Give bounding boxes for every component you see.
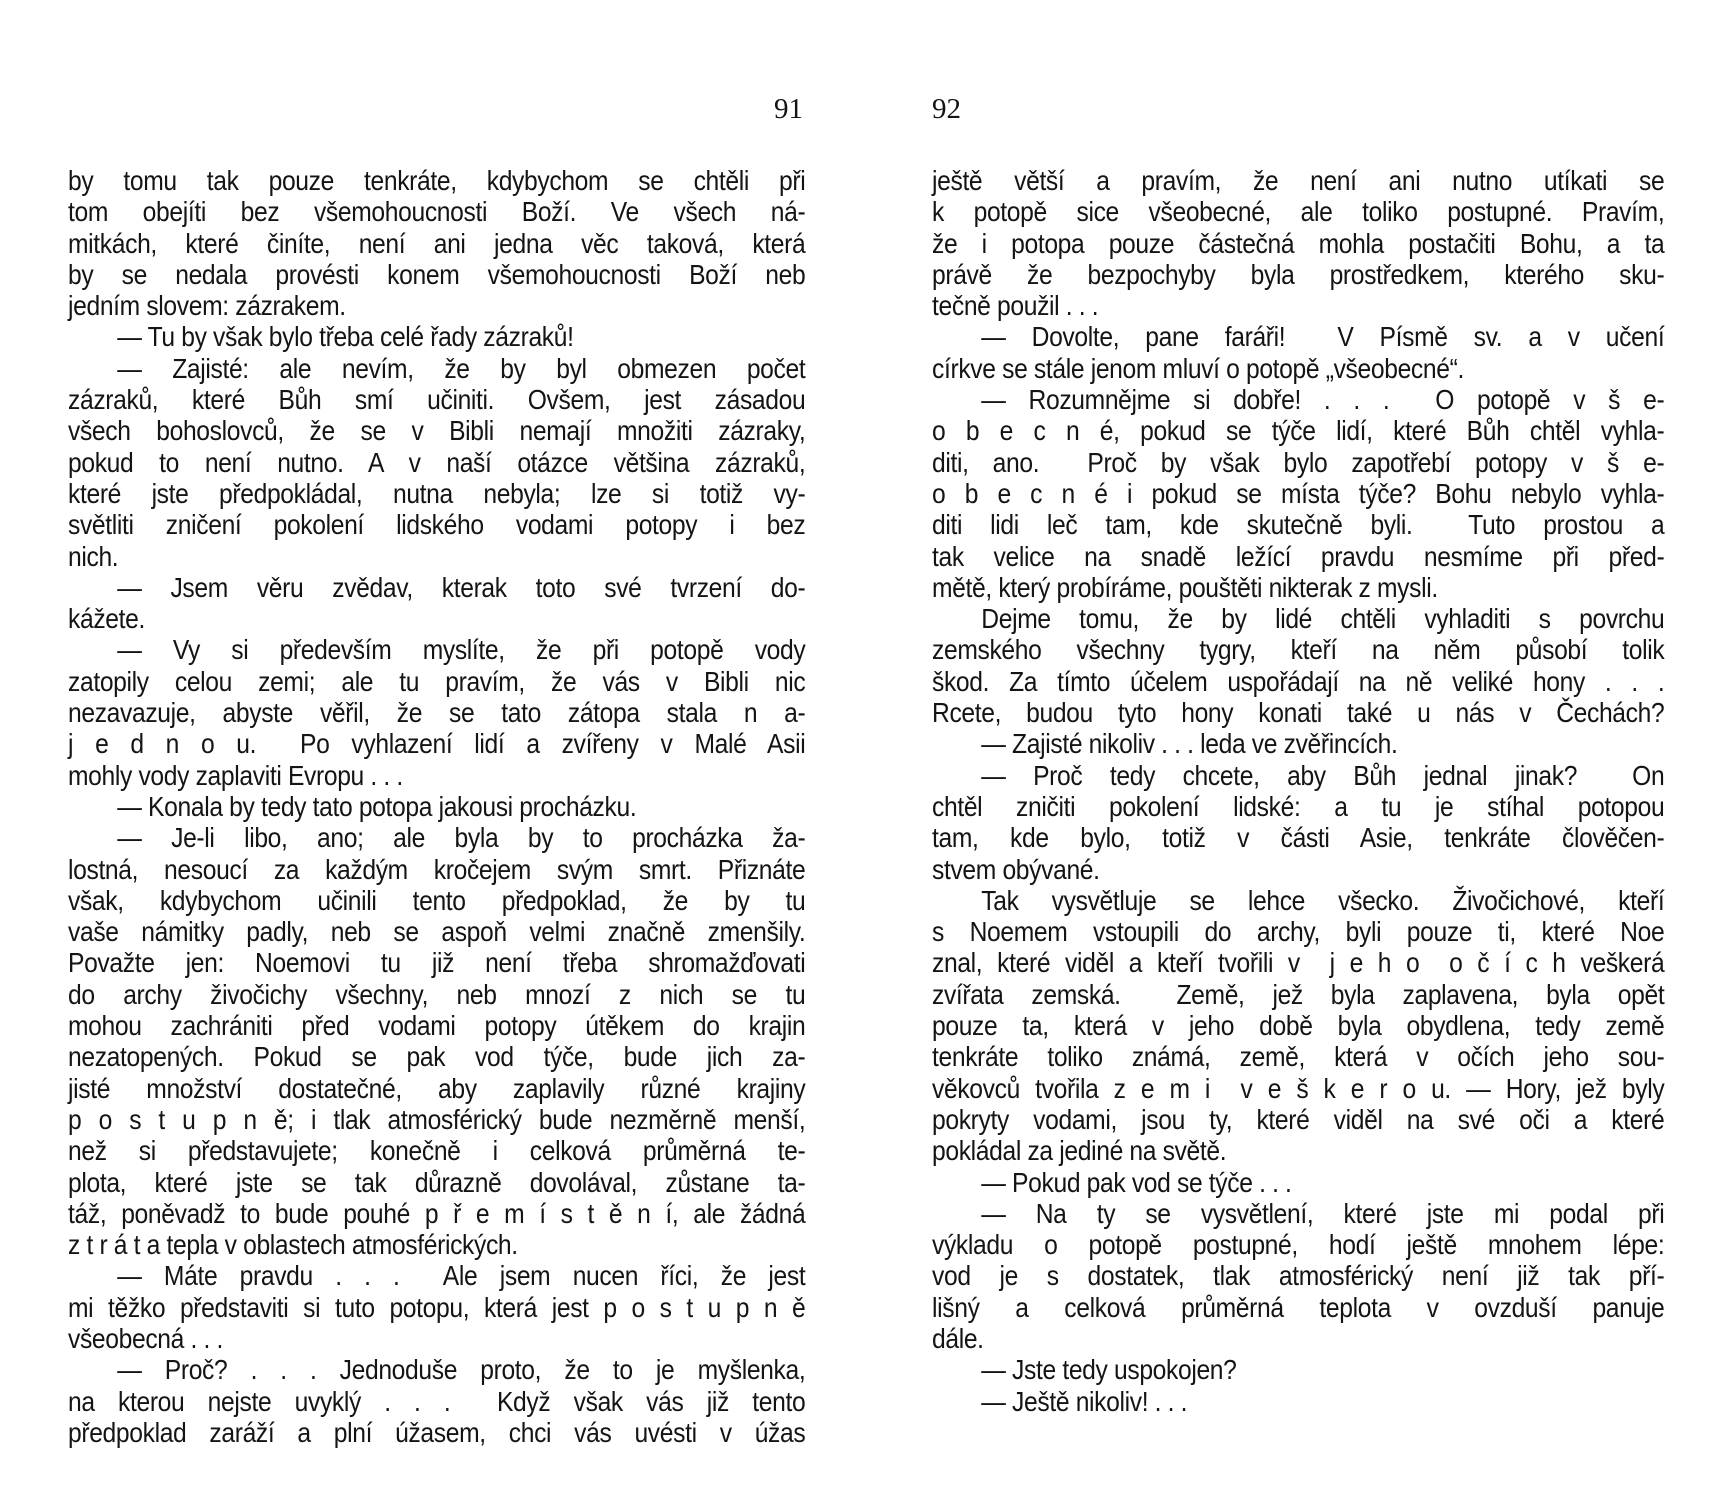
text-line: zatopily celou zemi; ale tu pravím, že vás v Bibli nic <box>68 665 806 697</box>
text-line: nezatopených. Pokud se pak vod týče, bude jich za- <box>68 1041 806 1073</box>
text-line: vaše námitky padly, neb se aspoň velmi značně zmenšily. <box>68 916 806 948</box>
text-line: pokryty vodami, jsou ty, které viděl na své oči a které <box>932 1103 1665 1135</box>
text-line: než si představujete; konečně i celková průměrná te- <box>68 1135 806 1167</box>
text-line: tenkráte toliko známá, země, která v očích jeho sou- <box>932 1041 1665 1073</box>
text-line: lostná, nesoucí za každým kročejem svým smrt. Přiznáte <box>68 853 806 885</box>
text-line: Rcete, budou tyto hony konati také u nás v Čechách? <box>932 697 1665 729</box>
text-line: s Noemem vstoupili do archy, byli pouze ti, které Noe <box>932 916 1665 948</box>
right-page <box>932 0 1665 1500</box>
text-line: mitkách, které činíte, není ani jedna věc taková, která <box>68 227 806 259</box>
text-line: znal, které viděl a kteří tvořili v j e h o o č í c h veškerá <box>932 947 1665 979</box>
text-line: které jste předpokládal, nutna nebyla; lze si totiž vy- <box>68 477 806 509</box>
text-line: táž, poněvadž to bude pouhé p ř e m í s t ě n í, ale žádná <box>68 1197 806 1229</box>
text-line: o b e c n é, pokud se týče lidí, které Bůh chtěl vyhla- <box>932 415 1665 447</box>
text-line: by se nedala provésti konem všemohoucnosti Boží neb <box>68 258 806 290</box>
text-line: Dejme tomu, že by lidé chtěli vyhladiti s povrchu <box>981 603 1665 635</box>
text-line: nich. <box>68 540 119 572</box>
text-line: — Rozumnějme si dobře! . . . O potopě v š e- <box>981 384 1665 416</box>
text-line: diti, ano. Proč by však bylo zapotřebí potopy v š e- <box>932 446 1665 478</box>
text-line: nezavazuje, abyste věřil, že se tato zátopa stala n a- <box>68 697 806 729</box>
text-line: zvířata zemská. Země, jež byla zaplavena, byla opět <box>932 978 1665 1010</box>
text-line: zázraků, které Bůh smí učiniti. Ovšem, jest zásadou <box>68 384 806 416</box>
text-line: — Dovolte, pane faráři! V Písmě sv. a v učení <box>981 321 1665 353</box>
text-line: — Na ty se vysvětlení, které jste mi podal při <box>981 1197 1665 1229</box>
text-line: pokládal za jediné na světě. <box>932 1135 1227 1167</box>
text-line: jisté množství dostatečné, aby zaplavily různé krajiny <box>68 1072 806 1104</box>
text-line: všeobecná . . . <box>68 1322 223 1354</box>
text-line: chtěl zničiti pokolení lidské: a tu je stíhal potopou <box>932 790 1665 822</box>
text-line: jedním slovem: zázrakem. <box>68 290 346 322</box>
page-text <box>932 165 1664 1417</box>
text-line: pouze ta, která v jeho době byla obydlena, tedy země <box>932 1010 1665 1042</box>
text-line: světliti zničení pokolení lidského vodami potopy i bez <box>68 509 806 541</box>
text-line: mi těžko představiti si tuto potopu, která jest p o s t u p n ě <box>68 1291 806 1323</box>
text-line: předpoklad zaráží a plní úžasem, chci vás uvésti v úžas <box>68 1416 806 1448</box>
text-line: tom obejíti bez všemohoucnosti Boží. Ve všech ná- <box>68 196 806 228</box>
text-line: z t r á t a tepla v oblastech atmosférických. <box>68 1229 518 1261</box>
text-line: — Vy si především myslíte, že při potopě vody <box>117 634 806 666</box>
text-line: p o s t u p n ě; i tlak atmosférický bude nezměrně menší, <box>68 1103 806 1135</box>
text-line: j e d n o u. Po vyhlazení lidí a zvířeny v Malé Asii <box>68 728 806 760</box>
text-line: právě že bezpochyby byla prostředkem, kterého sku- <box>932 258 1665 290</box>
text-line: církve se stále jenom mluví o potopě „všeobecné“. <box>932 352 1464 384</box>
text-line: kážete. <box>68 603 145 635</box>
text-line: tečně použil . . . <box>932 290 1099 322</box>
text-line: diti lidi leč tam, kde skutečně byli. Tuto prostou a <box>932 509 1665 541</box>
text-line: — Zajisté nikoliv . . . leda ve zvěřincích. <box>981 728 1398 760</box>
text-line: zemského všechny tygry, kteří na něm působí tolik <box>932 634 1665 666</box>
left-page <box>68 0 806 1500</box>
text-line: mohly vody zaplaviti Evropu . . . <box>68 759 403 791</box>
text-line: — Máte pravdu . . . Ale jsem nucen říci, že jest <box>117 1260 806 1292</box>
text-line: dále. <box>932 1322 984 1354</box>
text-line: škod. Za tímto účelem uspořádají na ně veliké hony . . . <box>932 665 1665 697</box>
text-line: o b e c n é i pokud se místa týče? Bohu nebylo vyhla- <box>932 477 1665 509</box>
text-line: k potopě sice všeobecné, ale toliko postupné. Pravím, <box>932 196 1665 228</box>
text-line: — Je-li libo, ano; ale byla by to procházka ža- <box>117 822 806 854</box>
text-line: — Ještě nikoliv! . . . <box>981 1385 1188 1417</box>
text-line: mohou zachrániti před vodami potopy útěkem do krajin <box>68 1010 806 1042</box>
text-line: všech bohoslovců, že se v Bibli nemají množiti zázraky, <box>68 415 806 447</box>
page-number: 91 <box>774 93 803 125</box>
text-line: vod je s dostatek, tlak atmosférický není již tak pří- <box>932 1260 1665 1292</box>
text-line: — Pokud pak vod se týče . . . <box>981 1166 1292 1198</box>
text-line: — Zajisté: ale nevím, že by byl obmezen počet <box>117 352 806 384</box>
text-line: však, kdybychom učinili tento předpoklad, že by tu <box>68 884 806 916</box>
text-line: Tak vysvětluje se lehce všecko. Živočichové, kteří <box>981 884 1665 916</box>
text-line: — Jsem věru zvědav, kterak toto své tvrzení do- <box>117 571 806 603</box>
page-number: 92 <box>932 93 961 125</box>
text-line: — Konala by tedy tato potopa jakousi procházku. <box>117 790 637 822</box>
text-line: do archy živočichy všechny, neb mnozí z nich se tu <box>68 978 806 1010</box>
text-line: tak velice na snadě ležící pravdu nesmíme při před- <box>932 540 1665 572</box>
text-line: lišný a celková průměrná teplota v ovzduší panuje <box>932 1291 1665 1323</box>
text-line: výkladu o potopě postupné, hodí ještě mnohem lépe: <box>932 1229 1665 1261</box>
text-line: plota, které jste se tak důrazně dovolával, zůstane ta- <box>68 1166 806 1198</box>
text-line: — Proč tedy chcete, aby Bůh jednal jinak? On <box>981 759 1665 791</box>
text-line: — Jste tedy uspokojen? <box>981 1354 1237 1386</box>
text-line: mětě, který probíráme, pouštěti nikterak z mysli. <box>932 571 1438 603</box>
text-line: že i potopa pouze částečná mohla postačiti Bohu, a ta <box>932 227 1665 259</box>
text-line: ještě větší a pravím, že není ani nutno utíkati se <box>932 165 1665 196</box>
text-line: — Tu by však bylo třeba celé řady zázraků! <box>117 321 574 353</box>
text-line: — Proč? . . . Jednoduše proto, že to je myšlenka, <box>117 1354 806 1386</box>
text-line: stvem obývané. <box>932 853 1100 885</box>
page-text <box>68 165 805 1448</box>
text-line: pokud to není nutno. A v naší otázce většina zázraků, <box>68 446 806 478</box>
text-line: Považte jen: Noemovi tu již není třeba shromažďovati <box>68 947 806 979</box>
text-line: tam, kde bylo, totiž v části Asie, tenkráte člověčen- <box>932 822 1665 854</box>
text-line: věkovců tvořila z e m i v e š k e r o u. — Hory, jež byly <box>932 1072 1665 1104</box>
text-line: by tomu tak pouze tenkráte, kdybychom se chtěli při <box>68 165 806 196</box>
text-line: na kterou nejste uvyklý . . . Když však vás již tento <box>68 1385 806 1417</box>
